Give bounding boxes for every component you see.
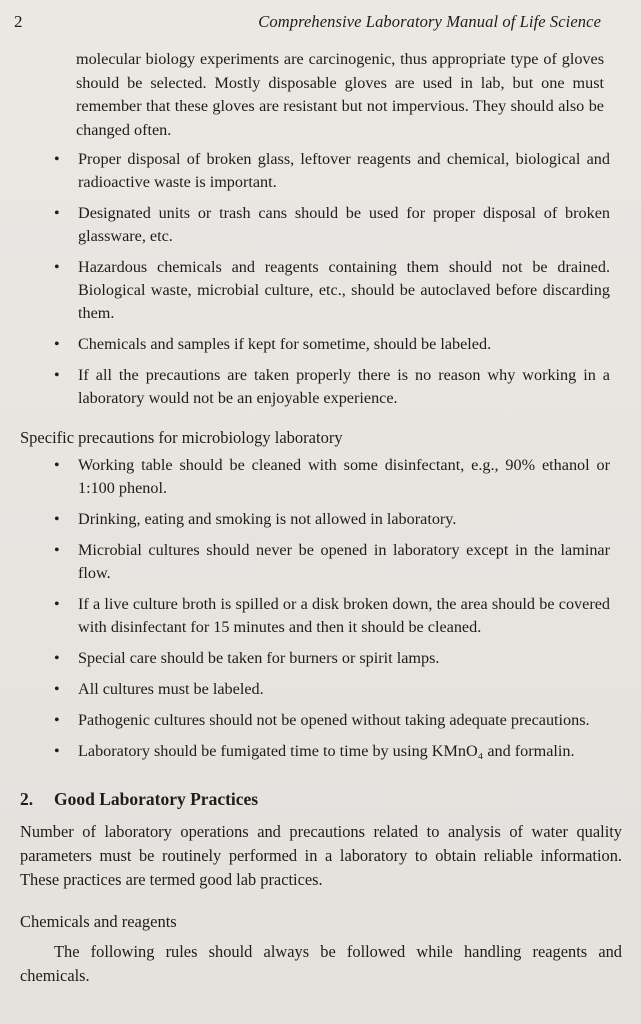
list-item xyxy=(54,256,610,325)
list-item xyxy=(54,454,610,500)
list-item xyxy=(54,148,610,194)
bullet-icon: • xyxy=(54,596,60,613)
bullet-icon: • xyxy=(54,511,60,528)
micro-precautions-list xyxy=(0,454,641,763)
list-item-text: Pathogenic cultures should not be opened without taking adequate precautions. xyxy=(78,711,590,729)
section-title: Good Laboratory Practices xyxy=(54,789,259,809)
list-item-text: Laboratory should be fumigated time to time by using KMnO₄ and formalin. xyxy=(78,742,575,760)
bullet-icon: • xyxy=(54,457,60,474)
list-item-text: All cultures must be labeled. xyxy=(78,680,264,698)
chemicals-heading: Chemicals and reagents xyxy=(20,912,177,931)
bullet-icon: • xyxy=(54,205,60,222)
intro-continuation: molecular biology experiments are carcinogenic, thus appropriate type of gloves should be selected. Mostly disposable gloves are used in lab, but one must remember that these gloves are resistant but not impervious. They should also be changed often. xyxy=(76,50,604,139)
bullet-icon: • xyxy=(54,542,60,559)
list-item-text: If all the precautions are taken properly there is no reason why working in a laboratory would not be an enjoyable experience. xyxy=(78,366,610,407)
bullet-icon: • xyxy=(54,151,60,168)
bullet-icon: • xyxy=(54,712,60,729)
section-paragraph: Number of laboratory operations and precautions related to analysis of water quality parameters must be routinely performed in a laboratory to obtain reliable information. These practices are termed good lab practices. xyxy=(20,822,622,889)
list-item-text: Microbial cultures should never be opened in laboratory except in the laminar flow. xyxy=(78,541,610,582)
list-item-text: Chemicals and samples if kept for sometime, should be labeled. xyxy=(78,335,492,353)
list-item xyxy=(54,539,610,585)
bullet-icon: • xyxy=(54,743,60,760)
bullet-icon: • xyxy=(54,336,60,353)
list-item-text: If a live culture broth is spilled or a disk broken down, the area should be covered with disinfectant for 15 minutes and then it should be cleaned. xyxy=(78,595,610,636)
list-item-text: Working table should be cleaned with some disinfectant, e.g., 90% ethanol or 1:100 phenol. xyxy=(78,456,610,497)
bullet-icon: • xyxy=(54,367,60,384)
page-number: 2 xyxy=(14,12,23,31)
list-item xyxy=(54,202,610,248)
list-item xyxy=(54,364,610,410)
list-item-text: Drinking, eating and smoking is not allowed in laboratory. xyxy=(78,510,457,528)
list-item xyxy=(54,740,610,763)
list-item-text: Designated units or trash cans should be used for proper disposal of broken glassware, etc. xyxy=(78,204,610,245)
section-heading xyxy=(20,789,641,810)
running-title: Comprehensive Laboratory Manual of Life Science xyxy=(258,12,601,31)
bullet-icon: • xyxy=(54,650,60,667)
list-item-text: Hazardous chemicals and reagents containing them should not be drained. Biological waste, microbial culture, etc., should be autoclaved before discarding them. xyxy=(78,258,610,322)
page-header xyxy=(0,12,641,36)
section-number: 2. xyxy=(20,789,34,809)
general-precautions-list xyxy=(0,148,641,410)
list-item-text: Special care should be taken for burners or spirit lamps. xyxy=(78,649,440,667)
bullet-icon: • xyxy=(54,259,60,276)
list-item xyxy=(54,333,610,356)
page-content xyxy=(0,48,641,988)
list-item xyxy=(54,678,610,701)
bullet-icon: • xyxy=(54,681,60,698)
list-item xyxy=(54,508,610,531)
list-item-text: Proper disposal of broken glass, leftover reagents and chemical, biological and radioactive waste is important. xyxy=(78,150,610,191)
list-item xyxy=(54,647,610,670)
list-item xyxy=(54,593,610,639)
list-item xyxy=(54,709,610,732)
micro-precautions-heading: Specific precautions for microbiology laboratory xyxy=(20,428,343,447)
chemicals-paragraph: The following rules should always be followed while handling reagents and chemicals. xyxy=(20,942,622,985)
